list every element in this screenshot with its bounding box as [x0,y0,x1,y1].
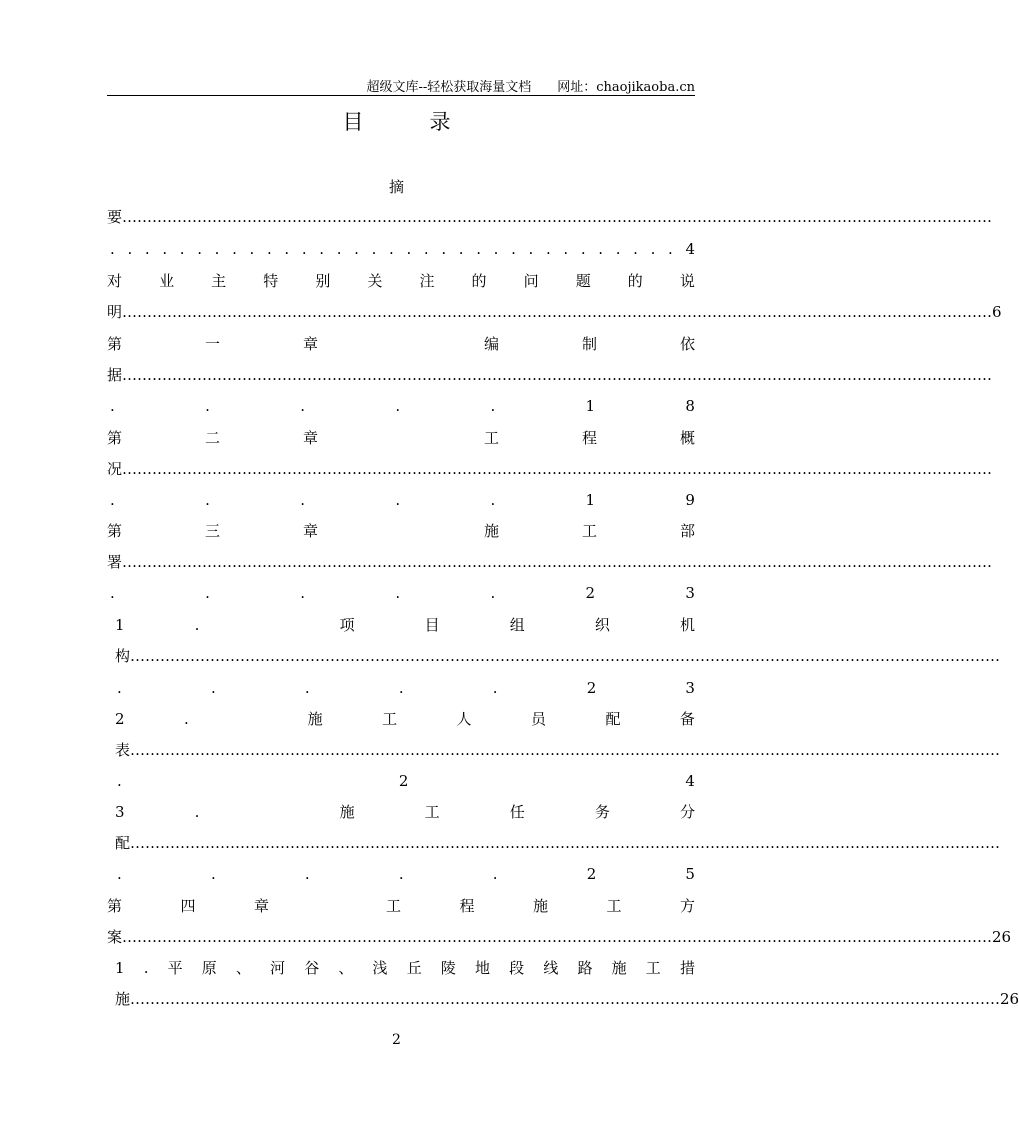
toc-char: . [117,865,122,883]
toc-char: . [668,240,673,258]
toc-char: 措 [679,959,695,977]
toc-char: . [117,679,122,697]
toc-char: . [511,240,516,258]
toc-char: 丘 [406,959,422,977]
toc-line [117,677,695,699]
toc-entry-4-1[interactable]: 施 ………………………………………………………………………………………………………………………………………………………… 26 [115,990,1019,1008]
toc-char: . [300,397,305,415]
title-char-2: 录 [429,110,451,134]
toc-char: 、 [338,959,354,977]
toc-char: 工 [382,710,398,728]
toc-char: 线 [543,959,559,977]
toc-char: 施 [307,710,323,728]
toc-char: . [127,240,133,258]
toc-char: . [492,679,498,697]
toc-char: 章 [303,429,319,447]
toc-char: . [371,240,377,258]
toc-char: 章 [303,522,319,540]
toc-char: 地 [475,959,491,977]
toc-char: . [183,710,189,728]
toc-char: . [197,240,202,258]
toc-char: 2 [398,772,409,790]
toc-char: 2 [115,710,125,728]
toc-char: 工 [645,959,661,977]
toc-char: . [490,584,496,602]
toc-char: 3 [685,584,695,602]
toc-entry-3-3[interactable]: 配 ………………………………………………………………………………………………………………………………………………………… [115,834,1001,852]
toc-char: 机 [679,616,695,634]
title-char-1: 目 [342,110,364,134]
toc-char: . [492,865,498,883]
toc-char: 施 [611,959,627,977]
toc-char: 目 [424,616,440,634]
toc-char: 第 [107,335,123,353]
toc-char: . [205,491,210,509]
toc-line [115,957,695,979]
toc-char: . [398,865,404,883]
toc-char: 任 [509,803,525,821]
toc-char: 主 [211,272,227,290]
toc-char: . [110,240,115,258]
toc-char: . [205,397,210,415]
toc-char: 路 [577,959,593,977]
toc-char: . [406,240,412,258]
toc-char: . [319,240,325,258]
toc-char: . [284,240,290,258]
toc-char: . [232,240,237,258]
toc-char: . [210,865,216,883]
toc-char: 陵 [440,959,456,977]
toc-char: . [110,584,115,602]
toc-char: 施 [483,522,499,540]
toc-char: . [423,240,429,258]
toc-char: . [476,240,481,258]
toc-char: 务 [594,803,610,821]
toc-char: . [304,679,310,697]
toc-line [115,801,695,823]
toc-char: 人 [456,710,472,728]
toc-char: 程 [581,429,597,447]
toc-char: 施 [339,803,355,821]
toc-char: 2 [586,865,597,883]
toc-char: 工 [606,897,622,915]
toc-line [110,582,695,604]
toc-entry-chapter-4[interactable]: 案 ………………………………………………………………………………………………………………………………………………………… 26 [107,928,1012,946]
toc-char: 段 [509,959,525,977]
toc-char: 组 [509,616,525,634]
toc-char: 三 [205,522,221,540]
toc-char: 的 [627,272,643,290]
toc-entry-3-1[interactable]: 构 ………………………………………………………………………………………………………………………………………………………… [115,647,1001,665]
toc-char: . [205,584,210,602]
toc-char: 分 [679,803,695,821]
toc-char: 浅 [372,959,388,977]
toc-char: 程 [459,897,475,915]
toc-char: 的 [471,272,487,290]
toc-char: . [528,240,534,258]
toc-char: 9 [685,491,695,509]
toc-char: . [300,491,305,509]
toc-char: 2 [585,584,596,602]
toc-char: . [650,240,656,258]
toc-char: 章 [303,335,319,353]
toc-char: . [395,584,401,602]
toc-char: . [490,397,496,415]
toc-char: . [389,240,394,258]
toc-title [0,106,793,136]
toc-char: 章 [254,897,270,915]
toc-char: 依 [679,335,695,353]
toc-char: 2 [586,679,597,697]
toc-line [110,489,695,511]
toc-char: . [563,240,569,258]
toc-char: . [162,240,168,258]
toc-entry-chapter-1[interactable]: 据 ………………………………………………………………………………………………………………………………………………………… [107,366,993,384]
toc-line [110,395,695,417]
toc-char: . [194,616,200,634]
toc-char: 第 [107,429,123,447]
toc-char: 1 [585,397,596,415]
toc-char: 四 [180,897,196,915]
toc-line [117,863,695,885]
toc-char: . [301,240,307,258]
toc-char: . [458,240,464,258]
toc-char: . [398,679,404,697]
page-header: 超级文库--轻松获取海量文档 网址：chaojikaoba.cn [366,80,695,95]
toc-char: 工 [581,522,597,540]
toc-char: 第 [107,522,123,540]
toc-char: . [633,240,638,258]
toc-char: . [210,679,216,697]
page-number: 2 [392,1032,401,1048]
toc-char: 业 [159,272,175,290]
toc-line [115,614,695,636]
toc-char: . [214,240,220,258]
toc-char: 部 [679,522,695,540]
toc-char: . [144,240,150,258]
toc-line [110,238,695,260]
toc-char: . [300,584,305,602]
toc-char: 3 [685,679,695,697]
toc-char: 对 [107,272,123,290]
toc-line [107,427,695,449]
toc-char: 3 [115,803,125,821]
toc-char: 方 [679,897,695,915]
toc-line [117,770,695,792]
toc-char: 特 [263,272,279,290]
toc-char: . [493,240,499,258]
toc-line [107,270,695,292]
toc-char: 第 [107,897,123,915]
toc-char: 河 [270,959,286,977]
toc-char: 问 [523,272,539,290]
toc-char: 员 [531,710,547,728]
toc-entry-chapter-2[interactable]: 况 ………………………………………………………………………………………………………………………………………………………… [107,460,993,478]
toc-line: 摘 [388,178,404,196]
toc-char: . [110,491,115,509]
toc-char: 说 [679,272,695,290]
toc-char: 施 [532,897,548,915]
toc-char: 谷 [304,959,320,977]
toc-char: 题 [575,272,591,290]
toc-char: . [395,491,401,509]
toc-char: 、 [235,959,251,977]
toc-char: 备 [679,710,695,728]
toc-line [107,333,695,355]
toc-char: . [615,240,621,258]
toc-char: 配 [605,710,621,728]
toc-char: 平 [167,959,183,977]
toc-char: . [266,240,272,258]
toc-char: . [117,772,122,790]
toc-char: 1 [115,616,125,634]
toc-char: 概 [679,429,695,447]
toc-char: 原 [201,959,217,977]
toc-char: . [110,397,115,415]
toc-entry-abstract[interactable]: 要 ………………………………………………………………………………………………………………………………………………………… [107,208,993,226]
toc-char: . [490,491,496,509]
toc-char: 1 [115,959,125,977]
toc-char: 一 [205,335,221,353]
toc-char: 编 [483,335,499,353]
toc-line [115,708,695,730]
toc-char: 1 [585,491,596,509]
toc-char: . [336,240,342,258]
toc-char: 8 [685,397,695,415]
toc-char: . [441,240,447,258]
toc-char: . [249,240,255,258]
toc-char: . [545,240,551,258]
toc-char: 二 [205,429,221,447]
toc-char: . [580,240,586,258]
toc-char: 工 [385,897,401,915]
toc-char: . [395,397,401,415]
toc-char: . [179,240,185,258]
toc-char: 注 [419,272,435,290]
toc-char: 工 [483,429,499,447]
toc-char: 别 [315,272,331,290]
toc-char: 工 [424,803,440,821]
toc-char: 项 [339,616,355,634]
toc-entry-owner-issues[interactable]: 明 ………………………………………………………………………………………………………………………………………………………… 6 [107,303,1002,321]
toc-char: . [304,865,310,883]
toc-entry-3-2[interactable]: 表 ………………………………………………………………………………………………………………………………………………………… [115,741,1001,759]
toc-entry-chapter-3[interactable]: 署 ………………………………………………………………………………………………………………………………………………………… [107,553,993,571]
toc-char: . [194,803,200,821]
toc-line [107,520,695,542]
toc-char: 4 [685,772,695,790]
toc-char: 关 [367,272,383,290]
toc-line [107,895,695,917]
toc-char: . [354,240,359,258]
toc-char: 4 [685,240,695,258]
toc-char: 制 [581,335,597,353]
toc-char: 织 [594,616,610,634]
header-rule [107,95,695,96]
toc-char: . [143,959,149,977]
toc-char: . [598,240,604,258]
toc-char: 5 [685,865,695,883]
